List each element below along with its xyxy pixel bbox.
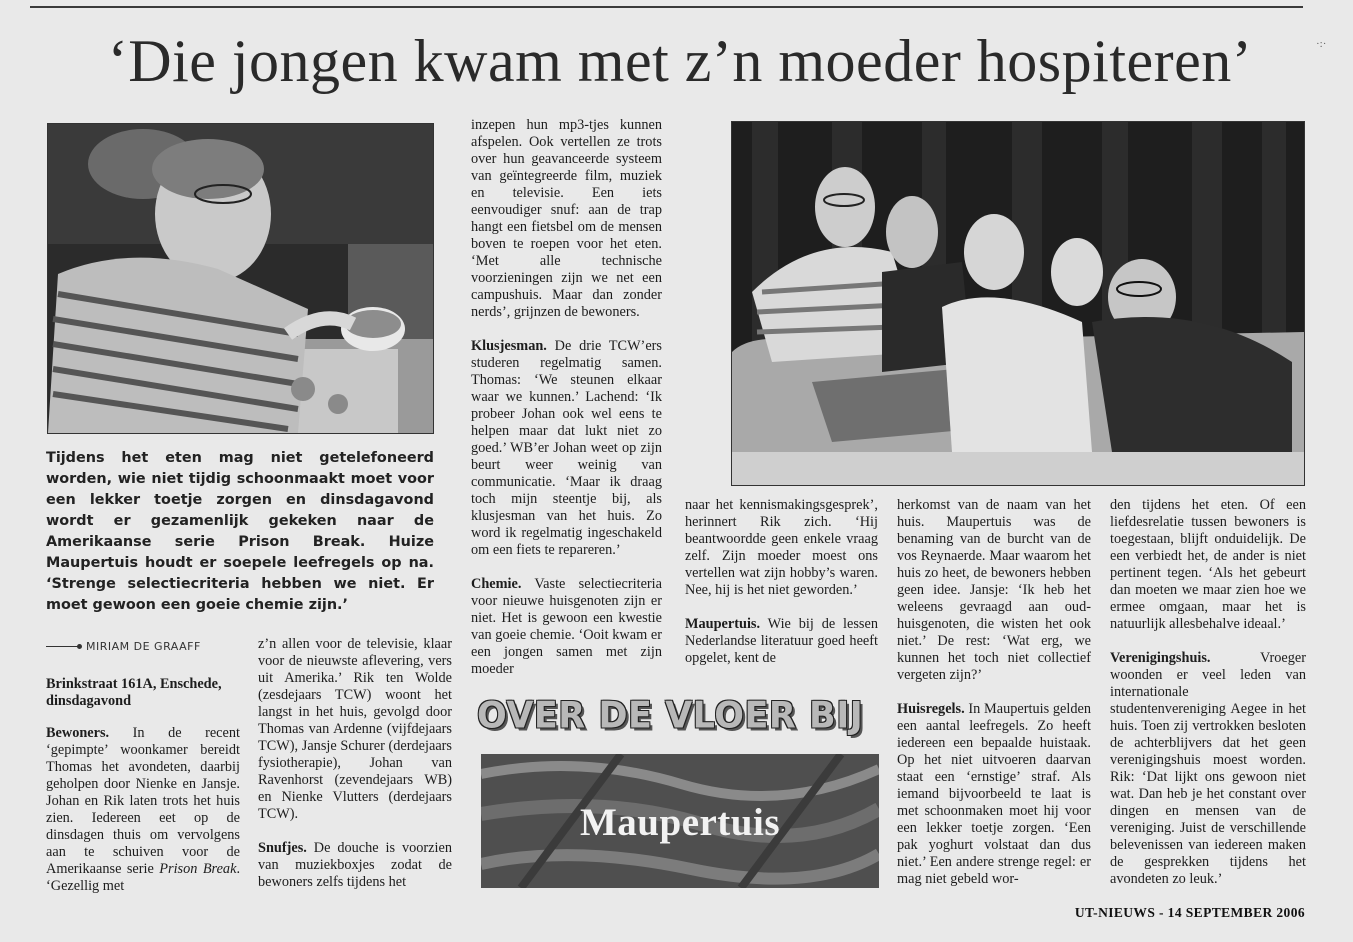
runin-bewoners: Bewoners. <box>46 725 110 741</box>
column-5 <box>897 497 1091 888</box>
runin-huisregels: Huisregels. <box>897 701 965 717</box>
paragraph-klusjesman <box>471 338 662 559</box>
paragraph-text: In Maupertuis gelden een aantal leefregels. Zo heeft iedereen een bepaalde huistaak. Op het niet uitvoeren daarvan staat een ‘ernstige’ straf. Als iemand bijvoorbeeld te laat is met schoonmaken moet hij voor een lekker toetje zorgen. ‘Een pak yoghurt volstaat dan dus niet.’ Een andere strenge regel: er mag niet gebeld wor- <box>897 701 1091 887</box>
byline-rule <box>46 646 80 647</box>
crop-marks: ·:· <box>1316 38 1327 50</box>
footer-publication: UT-NIEUWS - 14 SEPTEMBER 2006 <box>1074 905 1305 920</box>
column-4 <box>685 497 878 667</box>
paragraph: z’n allen voor de televisie, klaar voor de nieuwste aflevering, vers uit Amerika.’ Rik ten Wolde (zesdejaars TCW) woont het langst in het huis, gevolgd door Thomas van Ardenne (vijfdejaars TCW), Jansje Schurer (derdejaars fysiotherapie), Johan van Ravenhorst (zevendejaars WB) en Nienke Vlutters (derdejaars TCW). <box>258 636 452 822</box>
paragraph: inzepen hun mp3-tjes kunnen afspelen. Ook vertellen ze trots over hun geavanceerde systeem van geïntegreerde film, muziek en televisie. Een iets eenvoudiger snuf: aan de trap hangt een fietsbel om de mensen boven te roepen voor het eten. ‘Met alle technische voorzieningen zijn we net een campushuis. Maar dan zonder nerds’, grijnzen de bewoners. <box>471 117 662 320</box>
paragraph: herkomst van de naam van het huis. Maupertuis was de benaming van de burcht van de vos Reynaerde. Maar waarom het huis zo heet, de bewoners hebben geen idee. Jansje: ‘Ik heb het weleens gevraagd aan oud-huisgenoten, die wisten het ook niet.’ De rest: ‘Wat erg, we kunnen het toch niet collectief vergeten zijn?’ <box>897 497 1091 683</box>
paragraph-text: De douche is voorzien van muziekboxjes zodat de bewoners zelfs tijdens het <box>258 840 452 890</box>
photo-group <box>731 121 1305 486</box>
logo-text: Maupertuis <box>580 801 780 844</box>
column-6 <box>1110 497 1306 888</box>
top-rule <box>30 6 1303 8</box>
column-2 <box>258 636 452 891</box>
paragraph-text: De drie TCW’ers studeren regelmatig samen. Thomas: ‘We steunen elkaar waar we kunnen.’ Lachend: ‘Ik probeer Johan ook wel eens te helpen maar dat lukt niet zo goed.’ WB’er Johan weet op zijn beurt weer weinig van communicatie. ‘Maar ik draag toch mijn steentje bij, als klusjesman van het huis. Zo word ik regelmatig ingeschakeld om een fiets te repareren.’ <box>471 338 662 558</box>
paragraph-maupertuis <box>685 616 878 667</box>
runin-maupertuis: Maupertuis. <box>685 616 761 632</box>
paragraph-text: Vroeger woonden er veel leden van internationale studentenvereniging Aegee in het huis. Toen zij vertrokken besloten de achterblijvers dat het geen verenigingshuis moest worden. Rik: ‘Dat lijkt ons gewoon niet wat. Dan heb je het constant over dingen en mensen van de vereniging. Juist de verschillende belevenissen van iedereen maken de gesprekken tijdens het avondeten zo leuk.’ <box>1110 650 1306 887</box>
byline <box>46 640 246 653</box>
paragraph: naar het kennismakingsgesprek’, herinnert Rik zich. ‘Hij beantwoordde geen enkele vraag zelf. Zijn moeder moest ons vertellen wat zijn hobby’s waren. Nee, hij is het niet geworden.’ <box>685 497 878 598</box>
paragraph-text: . ‘Gezellig met <box>46 861 241 894</box>
headline: ‘Die jongen kwam met z’n moeder hospiteren’ <box>107 28 1253 94</box>
paragraph: den tijdens het eten. Of een liefdesrelatie tussen bewoners is toegestaan, blijft onduidelijk. De een verbiedt het, de ander is niet pertinent tegen. ‘Als het gebeurt dan moeten we maar zien hoe we ermee omgaan, maar het is natuurlijk allesbehalve ideaal.’ <box>1110 497 1306 632</box>
runin-chemie: Chemie. <box>471 576 522 592</box>
section-logo <box>481 754 879 888</box>
section-banner: OVER DE VLOER BIJ <box>477 694 864 737</box>
dateline: Brinkstraat 161A, Enschede, dinsdagavond <box>46 676 222 709</box>
paragraph-verenigingshuis <box>1110 650 1306 888</box>
runin-snufjes: Snufjes. <box>258 840 307 856</box>
italic-title: Prison Break <box>159 861 237 877</box>
paragraph-bewoners <box>46 725 240 895</box>
paragraph-text: In de recent ‘gepimpte’ woonkamer bereidt Thomas het avondeten, daarbij geholpen door Nienke en Jansje. Johan en Rik laten trots het huis zien. Iedereen eet op de dinsdagen thuis om vervolgens aan te schuiven voor de Amerikaanse serie <box>46 725 240 877</box>
paragraph-text: Wie bij de lessen Nederlandse literatuur goed heeft opgelet, kent de <box>685 616 878 666</box>
photo-cooking <box>47 123 434 434</box>
paragraph-snufjes <box>258 840 452 891</box>
paragraph-text: Vaste selectiecriteria voor nieuwe huisgenoten zijn er niet. Het is gewoon een kwestie van goeie chemie. ‘Ooit kwam er een jongen samen met zijn moeder <box>471 576 662 677</box>
column-3 <box>471 117 662 678</box>
runin-klusjesman: Klusjesman. <box>471 338 547 354</box>
byline-author: MIRIAM DE GRAAFF <box>86 640 201 653</box>
paragraph-huisregels <box>897 701 1091 888</box>
runin-verenigingshuis: Verenigingshuis. <box>1110 650 1211 666</box>
column-1 <box>46 725 240 895</box>
paragraph-chemie <box>471 576 662 678</box>
lead-paragraph: Tijdens het eten mag niet getelefoneerd worden, wie niet tijdig schoonmaakt moet voor een lekker toetje zorgen en dinsdagavond wordt er gezamenlijk gekeken naar de Amerikaanse serie Prison Break. Huize Maupertuis houdt er soepele leefregels op na. ‘Strenge selectiecriteria hebben we niet. Er moet gewoon een goeie chemie zijn.’ <box>46 450 434 613</box>
